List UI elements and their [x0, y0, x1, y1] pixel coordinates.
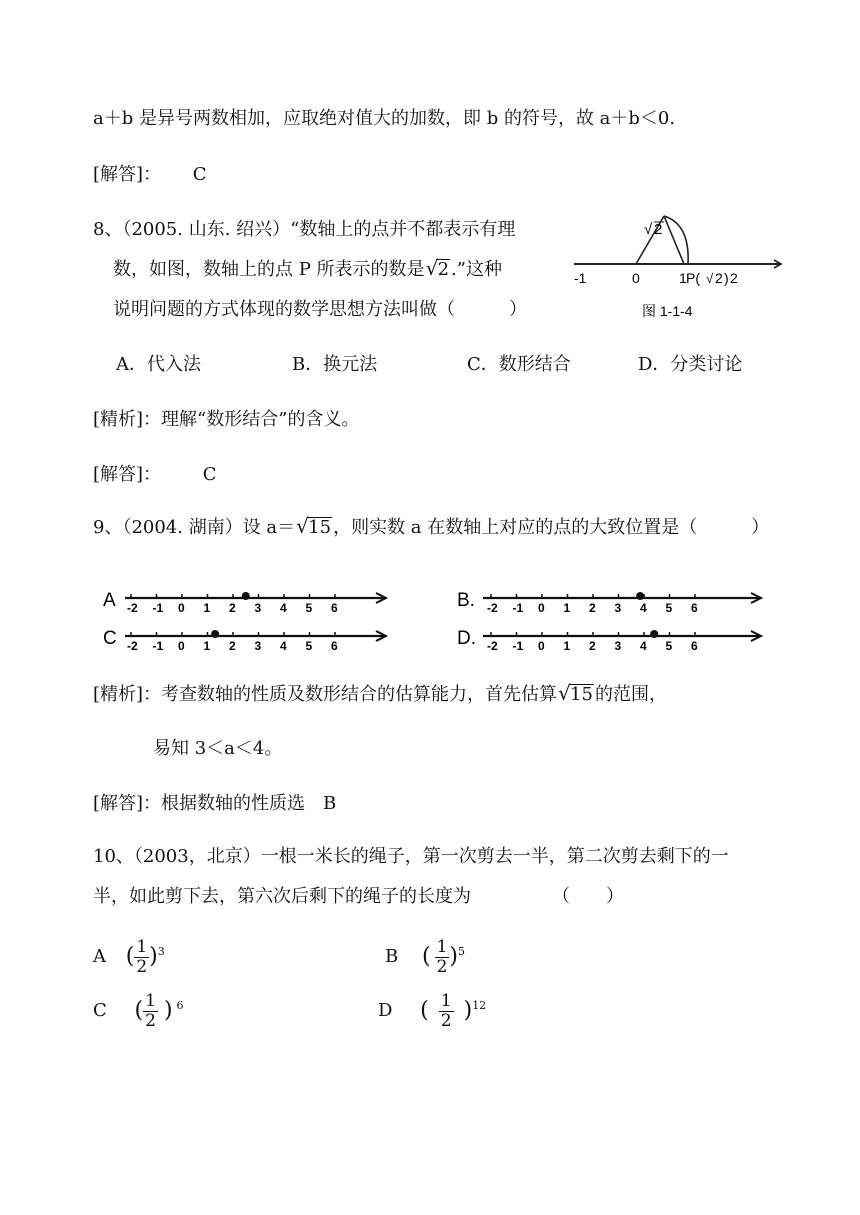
- axis-option-label: B.: [457, 590, 475, 611]
- fraction-numerator: 1: [136, 936, 148, 957]
- q9-analysis-text-end: 的范围，: [594, 684, 667, 705]
- axis-tick-label: 5: [305, 601, 313, 615]
- q9-number-lines: [95, 580, 775, 660]
- exponent: 6: [176, 999, 184, 1012]
- axis-tick-label: 5: [665, 601, 673, 615]
- answer-line: [93, 163, 207, 187]
- axis-tick-label: -2: [487, 601, 498, 615]
- q10-option-d: D ( $\frac{1}{2}$ )$^{12}$: [378, 990, 487, 1031]
- q10-option-b: B ( $\frac{1}{2}$ )$^5$: [385, 936, 465, 977]
- axis-tick-label: 3: [614, 601, 622, 615]
- axis-option-label: C: [103, 628, 117, 649]
- axis-tick-label: -2: [127, 601, 138, 615]
- axis-tick-label: 4: [640, 601, 647, 615]
- axis-tick-label: 2: [229, 601, 236, 615]
- figure-tick-label: 2: [715, 270, 723, 286]
- fraction: [435, 938, 450, 977]
- axis-tick-label: 1: [563, 639, 571, 653]
- axis-point: [211, 630, 219, 638]
- axis-tick-label: 5: [305, 639, 313, 653]
- figure-tick-label: 1: [679, 270, 687, 286]
- text-line: a＋b 是异号两数相加，应取绝对值大的加数，即 b 的符号，故 a＋b＜0.: [93, 108, 676, 129]
- axis-point: [636, 592, 644, 600]
- fraction: [143, 992, 158, 1031]
- q9-answer: [解答]：根据数轴的性质选 B: [93, 793, 337, 814]
- axis-tick-label: 6: [331, 639, 338, 653]
- fraction-numerator: 1: [145, 990, 156, 1011]
- exponent: 5: [457, 945, 465, 958]
- figure-sqrt-symbol: √: [706, 271, 714, 286]
- answer-value: C: [202, 464, 217, 485]
- figure-tick-label: 0: [632, 270, 640, 286]
- answer-label: [解答]：: [93, 464, 162, 485]
- axis-tick-label: 2: [589, 639, 596, 653]
- axis-tick-label: 2: [229, 639, 236, 653]
- axis-tick-label: -1: [512, 601, 524, 615]
- option-d: D．分类讨论: [638, 354, 743, 375]
- fraction-denominator: 2: [145, 1010, 156, 1031]
- q9-analysis-text: [精析]：考查数轴的性质及数形结合的估算能力，首先估算: [93, 684, 558, 705]
- q10-option-a: A ( $\frac{1}{2}$ )$^3$: [93, 936, 165, 977]
- exponent: 12: [472, 999, 487, 1012]
- axis-tick-label: 0: [538, 601, 545, 615]
- axis-tick-label: 3: [254, 639, 262, 653]
- axis-tick-label: 4: [280, 601, 287, 615]
- fraction: [439, 992, 454, 1031]
- axis-tick-label: 4: [280, 639, 287, 653]
- fraction: [134, 938, 149, 977]
- fraction-denominator: 2: [436, 956, 448, 977]
- q8-stem-line1: 8、（2005. 山东. 绍兴）“数轴上的点并不都表示有理: [93, 219, 516, 240]
- q9-stem: [93, 516, 769, 540]
- axis-tick-label: 2: [589, 601, 596, 615]
- sqrt-value: 15: [570, 684, 593, 705]
- sqrt-expression: √ 2: [425, 256, 450, 280]
- option-letter: D: [378, 1000, 393, 1021]
- fraction-numerator: 1: [436, 936, 448, 957]
- q8-stem-line2: [113, 258, 502, 282]
- axis-tick-label: -1: [152, 639, 164, 653]
- axis-tick-label: -1: [512, 639, 524, 653]
- q10-stem-line2: 半，如此剪下去，第六次后剩下的绳子的长度为 （ ）: [93, 886, 624, 907]
- axis-tick-label: 3: [254, 601, 262, 615]
- axis-tick-label: 0: [538, 639, 545, 653]
- option-letter: B: [385, 946, 399, 967]
- sqrt-expression: √ 15: [296, 514, 332, 538]
- axis-tick-label: 0: [178, 639, 185, 653]
- q8-stem-line3: 说明问题的方式体现的数学思想方法叫做（ ）: [113, 299, 527, 320]
- q9-stem-text: 9、（2004. 湖南）设 a＝: [93, 517, 296, 538]
- option-letter: C: [93, 1000, 107, 1021]
- figure-tick-label: ): [724, 270, 729, 286]
- fraction-denominator: 2: [440, 1010, 452, 1031]
- sqrt-expression: √ 15: [558, 681, 593, 705]
- axis-tick-label: 6: [691, 601, 698, 615]
- figure-tick-label: 2: [730, 270, 738, 286]
- figure-tick-label: P(: [686, 270, 700, 286]
- axis-option-label: D.: [457, 628, 476, 649]
- axis-tick-label: 1: [203, 601, 211, 615]
- option-c: C．数形结合: [467, 354, 571, 375]
- fraction-denominator: 2: [136, 956, 148, 977]
- option-a: A．代入法: [116, 354, 201, 375]
- figure-sqrt-symbol: √: [644, 221, 653, 238]
- axis-tick-label: -2: [127, 639, 138, 653]
- axis-tick-label: 3: [614, 639, 622, 653]
- axis-tick-label: 5: [665, 639, 673, 653]
- axis-option-label: A: [103, 590, 116, 611]
- answer-label: [解答]：: [93, 164, 162, 185]
- q9-analysis-line2: 易知 3＜a＜4。: [153, 738, 283, 759]
- q8-stem-text: 数，如图，数轴上的点 P 所表示的数是: [113, 259, 425, 280]
- axis-tick-label: 0: [178, 601, 185, 615]
- axis-tick-label: 1: [203, 639, 211, 653]
- axis-tick-label: 1: [563, 601, 571, 615]
- q8-analysis: [精析]：理解“数形结合”的含义。: [93, 409, 360, 430]
- q8-number-line-figure: [566, 212, 788, 330]
- sqrt-value: 15: [308, 517, 332, 538]
- q8-answer: [93, 463, 217, 487]
- axis-tick-label: 6: [691, 639, 698, 653]
- axis-point: [242, 592, 250, 600]
- option-letter: A: [93, 946, 106, 967]
- figure-caption: 图 1-1-4: [642, 303, 693, 319]
- q9-stem-text-end: ，则实数 a 在数轴上对应的点的大致位置是（ ）: [333, 517, 770, 538]
- sqrt-value: 2: [437, 259, 450, 280]
- q10-stem-line1: 10、（2003，北京）一根一米长的绳子，第一次剪去一半，第二次剪去剩下的一: [93, 846, 729, 867]
- q10-option-c: C ( $\frac{1}{2}$ ) $^6$: [93, 990, 184, 1031]
- axis-tick-label: 4: [640, 639, 647, 653]
- axis-tick-label: 6: [331, 601, 338, 615]
- q9-analysis: [93, 683, 667, 707]
- fraction-numerator: 1: [440, 990, 452, 1011]
- exponent: 3: [157, 945, 165, 958]
- axis-tick-label: -1: [152, 601, 164, 615]
- figure-tick-label: -1: [574, 270, 587, 286]
- figure-sqrt-label: 2: [654, 221, 663, 238]
- axis-tick-label: -2: [487, 639, 498, 653]
- option-b: B．换元法: [292, 354, 378, 375]
- q8-stem-text-end: .”这种: [451, 259, 502, 280]
- axis-point: [650, 630, 658, 638]
- answer-value: C: [192, 164, 207, 185]
